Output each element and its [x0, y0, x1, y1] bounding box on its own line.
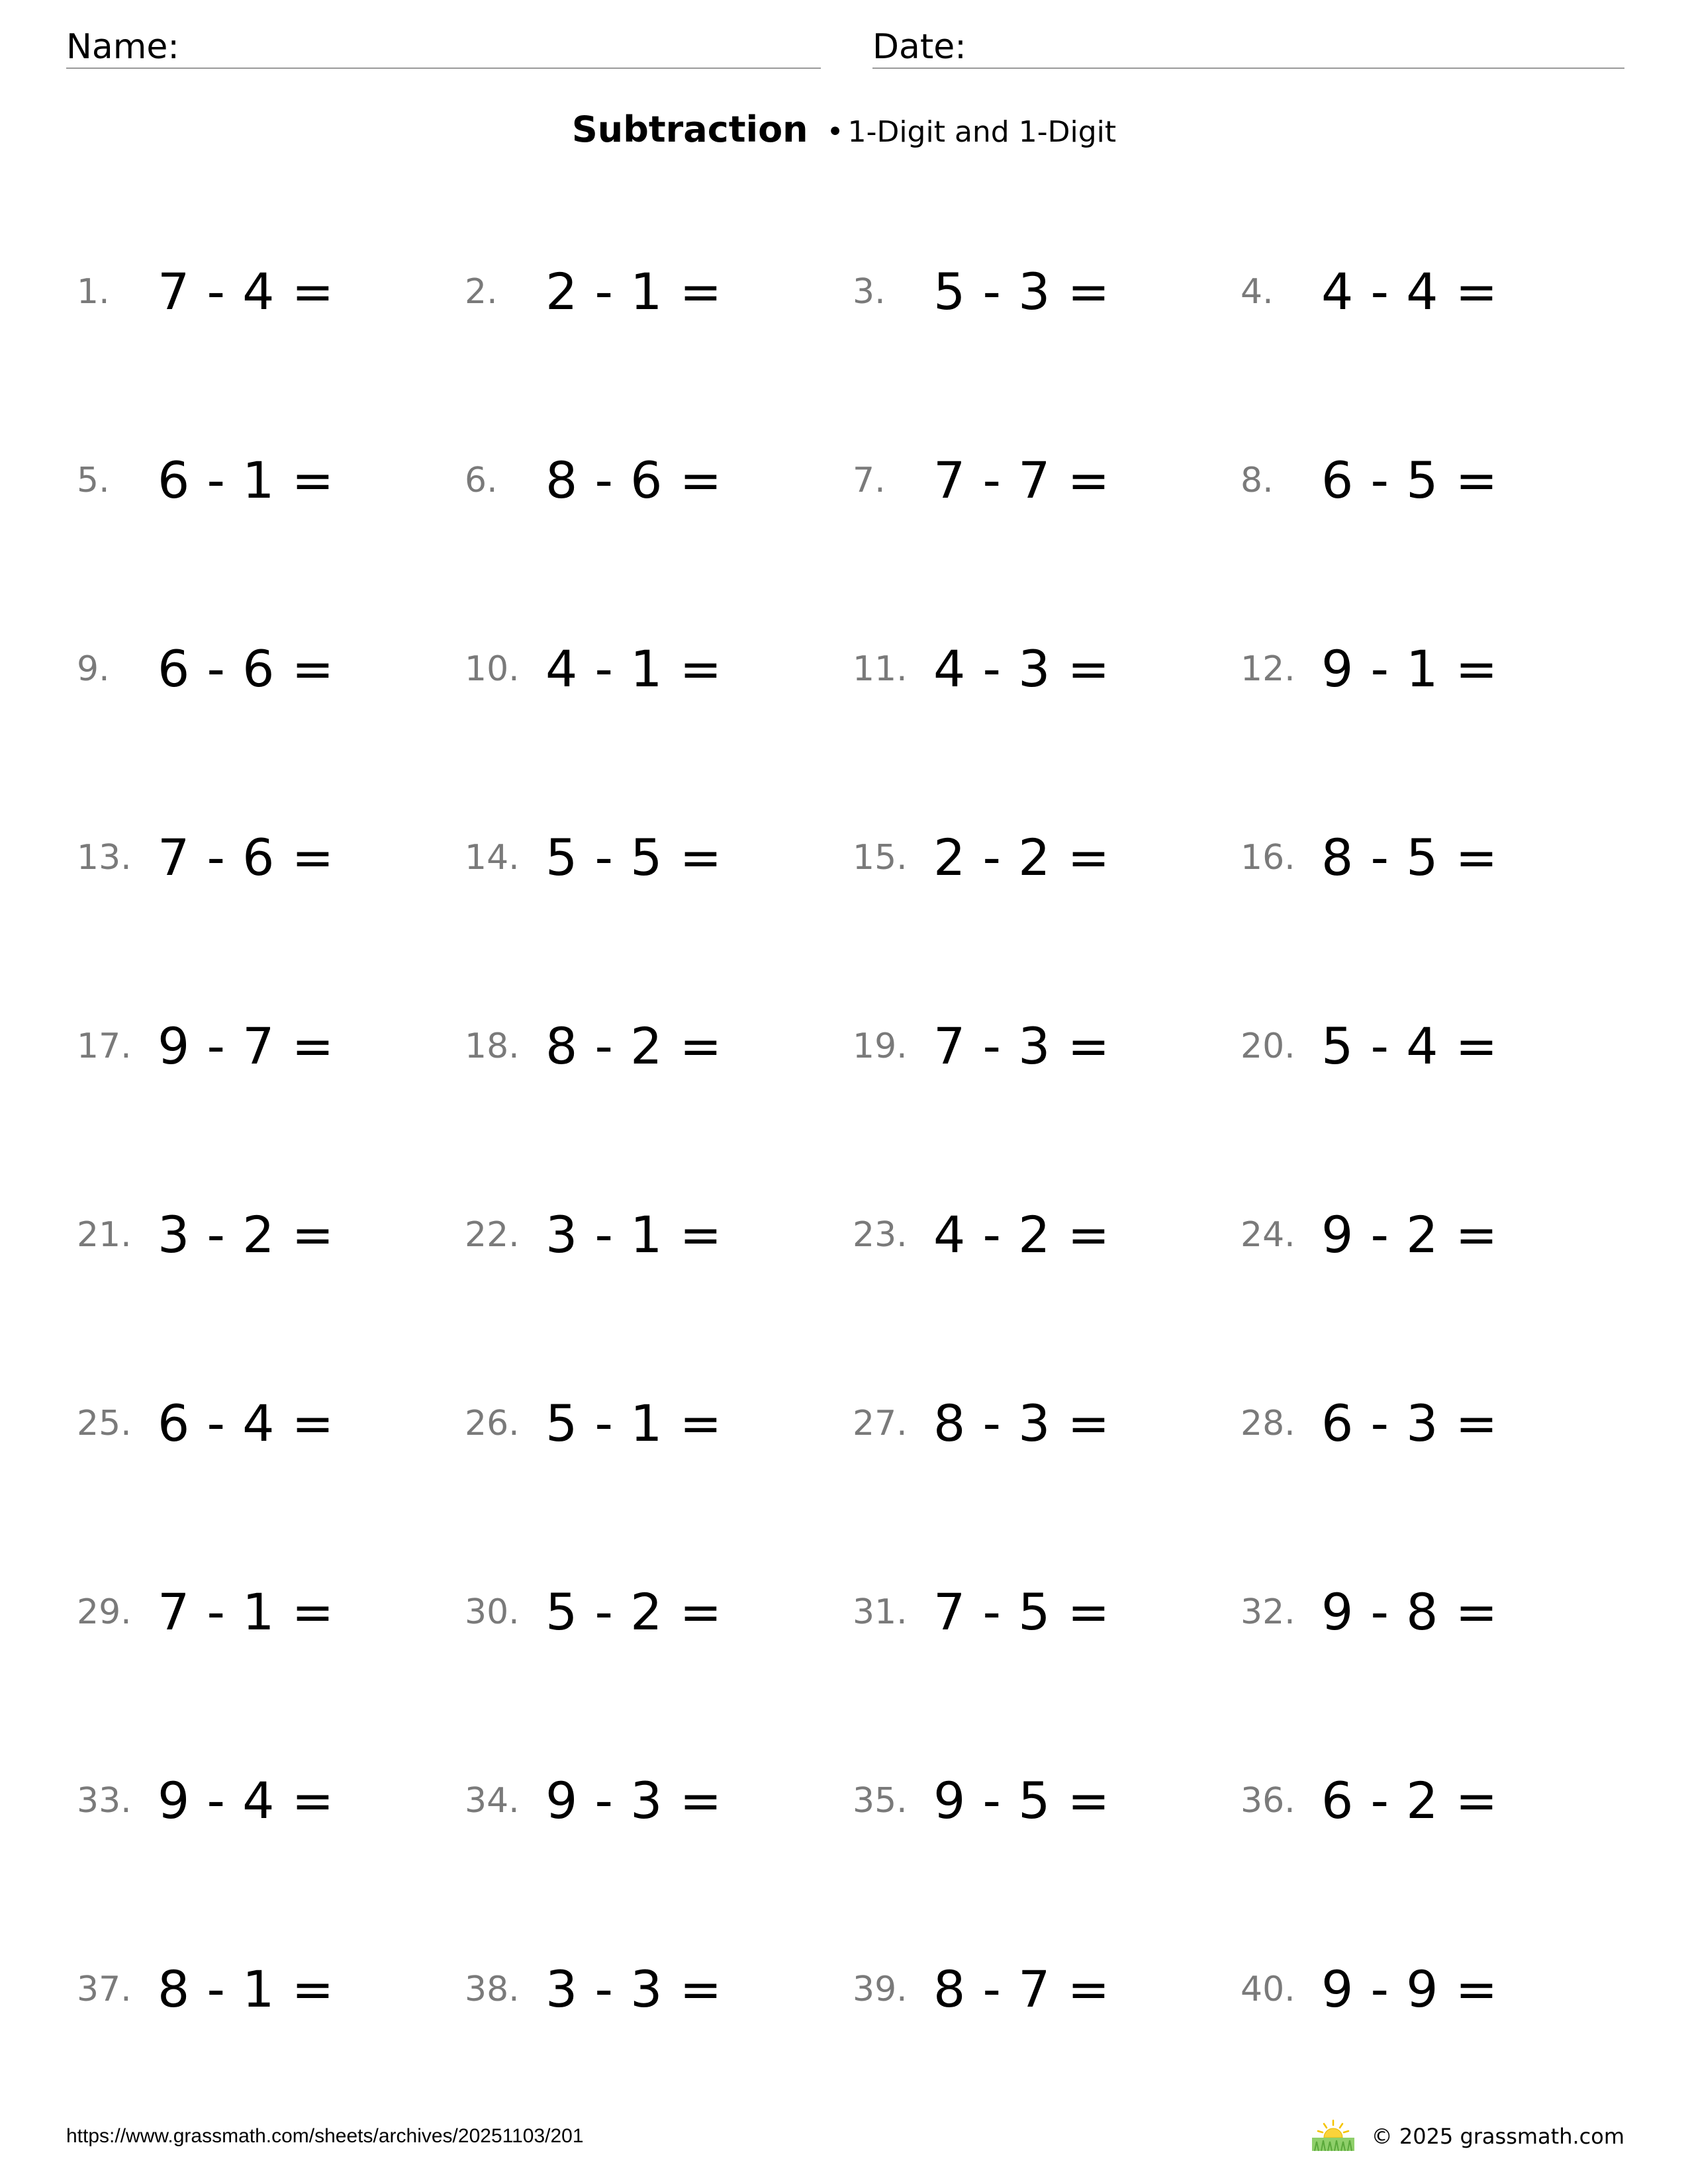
problem-expression: 7 - 3 = [933, 1017, 1111, 1075]
problem-item [1241, 821, 1499, 894]
problem-expression: 5 - 2 = [545, 1582, 723, 1641]
problem-expression: 5 - 1 = [545, 1394, 723, 1453]
date-label: Date: [872, 27, 966, 67]
problem-expression: 9 - 9 = [1321, 1960, 1499, 2019]
problem-expression: 8 - 3 = [933, 1394, 1111, 1453]
problem-number: 33. [77, 1781, 132, 1821]
problem-expression: 7 - 6 = [158, 828, 335, 887]
problem-expression: 8 - 7 = [933, 1960, 1111, 2019]
problem-number: 8. [1241, 461, 1274, 500]
problem-item [77, 821, 335, 894]
problem-item [465, 1576, 723, 1649]
problem-expression: 4 - 3 = [933, 639, 1111, 698]
problem-number: 24. [1241, 1215, 1295, 1255]
problem-item [1241, 1387, 1499, 1460]
problem-number: 39. [853, 1970, 908, 2009]
problem-item [465, 1199, 723, 1271]
problem-number: 16. [1241, 838, 1295, 878]
problem-item [853, 633, 1111, 705]
problem-number: 25. [77, 1404, 132, 1443]
problem-expression: 9 - 5 = [933, 1771, 1111, 1830]
title-subtitle: 1-Digit and 1-Digit [847, 115, 1117, 149]
problem-item [77, 444, 335, 517]
problem-expression: 6 - 5 = [1321, 451, 1499, 510]
problem-number: 7. [853, 461, 886, 500]
problem-number: 36. [1241, 1781, 1295, 1821]
problem-number: 17. [77, 1026, 132, 1066]
problem-number: 4. [1241, 272, 1274, 312]
problem-item [853, 1199, 1111, 1271]
problem-number: 34. [465, 1781, 520, 1821]
problem-item [853, 821, 1111, 894]
problem-number: 21. [77, 1215, 132, 1255]
problem-item [465, 1010, 723, 1083]
problem-number: 40. [1241, 1970, 1295, 2009]
problem-item [77, 1764, 335, 1837]
title-main: Subtraction [571, 109, 808, 150]
problem-number: 5. [77, 461, 110, 500]
problem-number: 29. [77, 1592, 132, 1632]
problem-item [77, 1199, 335, 1271]
problem-expression: 2 - 1 = [545, 262, 723, 321]
problem-number: 11. [853, 649, 908, 689]
problem-number: 19. [853, 1026, 908, 1066]
problem-expression: 9 - 2 = [1321, 1205, 1499, 1264]
problem-item [1241, 1953, 1499, 2026]
problem-item [853, 255, 1111, 328]
problem-number: 2. [465, 272, 498, 312]
problem-number: 23. [853, 1215, 908, 1255]
problem-number: 6. [465, 461, 498, 500]
problem-expression: 3 - 2 = [158, 1205, 335, 1264]
problem-item [1241, 1010, 1499, 1083]
problem-item [1241, 633, 1499, 705]
problem-expression: 7 - 4 = [158, 262, 335, 321]
problem-item [1241, 444, 1499, 517]
problem-item [1241, 1764, 1499, 1837]
problem-item [465, 633, 723, 705]
problem-expression: 7 - 7 = [933, 451, 1111, 510]
problem-expression: 9 - 1 = [1321, 639, 1499, 698]
problem-item [465, 821, 723, 894]
problem-expression: 6 - 1 = [158, 451, 335, 510]
footer-url: https://www.grassmath.com/sheets/archives/20251103/201 [66, 2125, 584, 2147]
footer-copyright: © 2025 grassmath.com [1371, 2124, 1624, 2149]
problem-expression: 5 - 4 = [1321, 1017, 1499, 1075]
name-label: Name: [66, 27, 179, 67]
problem-number: 20. [1241, 1026, 1295, 1066]
problem-expression: 7 - 1 = [158, 1582, 335, 1641]
problem-item [853, 1764, 1111, 1837]
problem-expression: 6 - 4 = [158, 1394, 335, 1453]
problem-item [77, 633, 335, 705]
problem-item [853, 1010, 1111, 1083]
problem-number: 28. [1241, 1404, 1295, 1443]
problem-expression: 8 - 6 = [545, 451, 723, 510]
problem-number: 10. [465, 649, 520, 689]
problem-expression: 3 - 1 = [545, 1205, 723, 1264]
problem-item [853, 444, 1111, 517]
problem-item [465, 1953, 723, 2026]
problem-expression: 6 - 3 = [1321, 1394, 1499, 1453]
problem-item [465, 1387, 723, 1460]
problem-item [77, 1576, 335, 1649]
problem-expression: 6 - 6 = [158, 639, 335, 698]
problem-item [1241, 1199, 1499, 1271]
problem-number: 9. [77, 649, 110, 689]
problem-expression: 5 - 5 = [545, 828, 723, 887]
problem-number: 26. [465, 1404, 520, 1443]
problem-expression: 4 - 1 = [545, 639, 723, 698]
problem-item [77, 1010, 335, 1083]
problem-expression: 5 - 3 = [933, 262, 1111, 321]
problem-item [1241, 255, 1499, 328]
grass-sun-logo-icon [1309, 2118, 1357, 2155]
problem-number: 15. [853, 838, 908, 878]
problem-expression: 9 - 4 = [158, 1771, 335, 1830]
problem-item [77, 255, 335, 328]
problem-expression: 8 - 1 = [158, 1960, 335, 2019]
problem-number: 31. [853, 1592, 908, 1632]
problem-number: 22. [465, 1215, 520, 1255]
problem-number: 3. [853, 272, 886, 312]
problem-number: 12. [1241, 649, 1295, 689]
title-separator: • [826, 115, 844, 149]
problem-item [465, 1764, 723, 1837]
problem-item [465, 255, 723, 328]
problem-number: 32. [1241, 1592, 1295, 1632]
problem-item [853, 1576, 1111, 1649]
problem-expression: 3 - 3 = [545, 1960, 723, 2019]
problem-expression: 4 - 4 = [1321, 262, 1499, 321]
problem-item [465, 444, 723, 517]
problem-number: 38. [465, 1970, 520, 2009]
problem-number: 18. [465, 1026, 520, 1066]
problem-expression: 6 - 2 = [1321, 1771, 1499, 1830]
problem-number: 35. [853, 1781, 908, 1821]
problem-expression: 8 - 5 = [1321, 828, 1499, 887]
problem-number: 30. [465, 1592, 520, 1632]
problem-expression: 9 - 3 = [545, 1771, 723, 1830]
problem-item [77, 1953, 335, 2026]
problem-item [853, 1387, 1111, 1460]
footer-brand [1309, 2118, 1624, 2155]
problem-item [1241, 1576, 1499, 1649]
problem-expression: 7 - 5 = [933, 1582, 1111, 1641]
problem-number: 27. [853, 1404, 908, 1443]
problem-number: 37. [77, 1970, 132, 2009]
problem-item [77, 1387, 335, 1460]
problem-item [853, 1953, 1111, 2026]
problem-number: 1. [77, 272, 110, 312]
problem-expression: 9 - 8 = [1321, 1582, 1499, 1641]
problem-number: 14. [465, 838, 520, 878]
problem-expression: 9 - 7 = [158, 1017, 335, 1075]
problem-expression: 2 - 2 = [933, 828, 1111, 887]
problem-number: 13. [77, 838, 132, 878]
problem-expression: 8 - 2 = [545, 1017, 723, 1075]
problem-expression: 4 - 2 = [933, 1205, 1111, 1264]
